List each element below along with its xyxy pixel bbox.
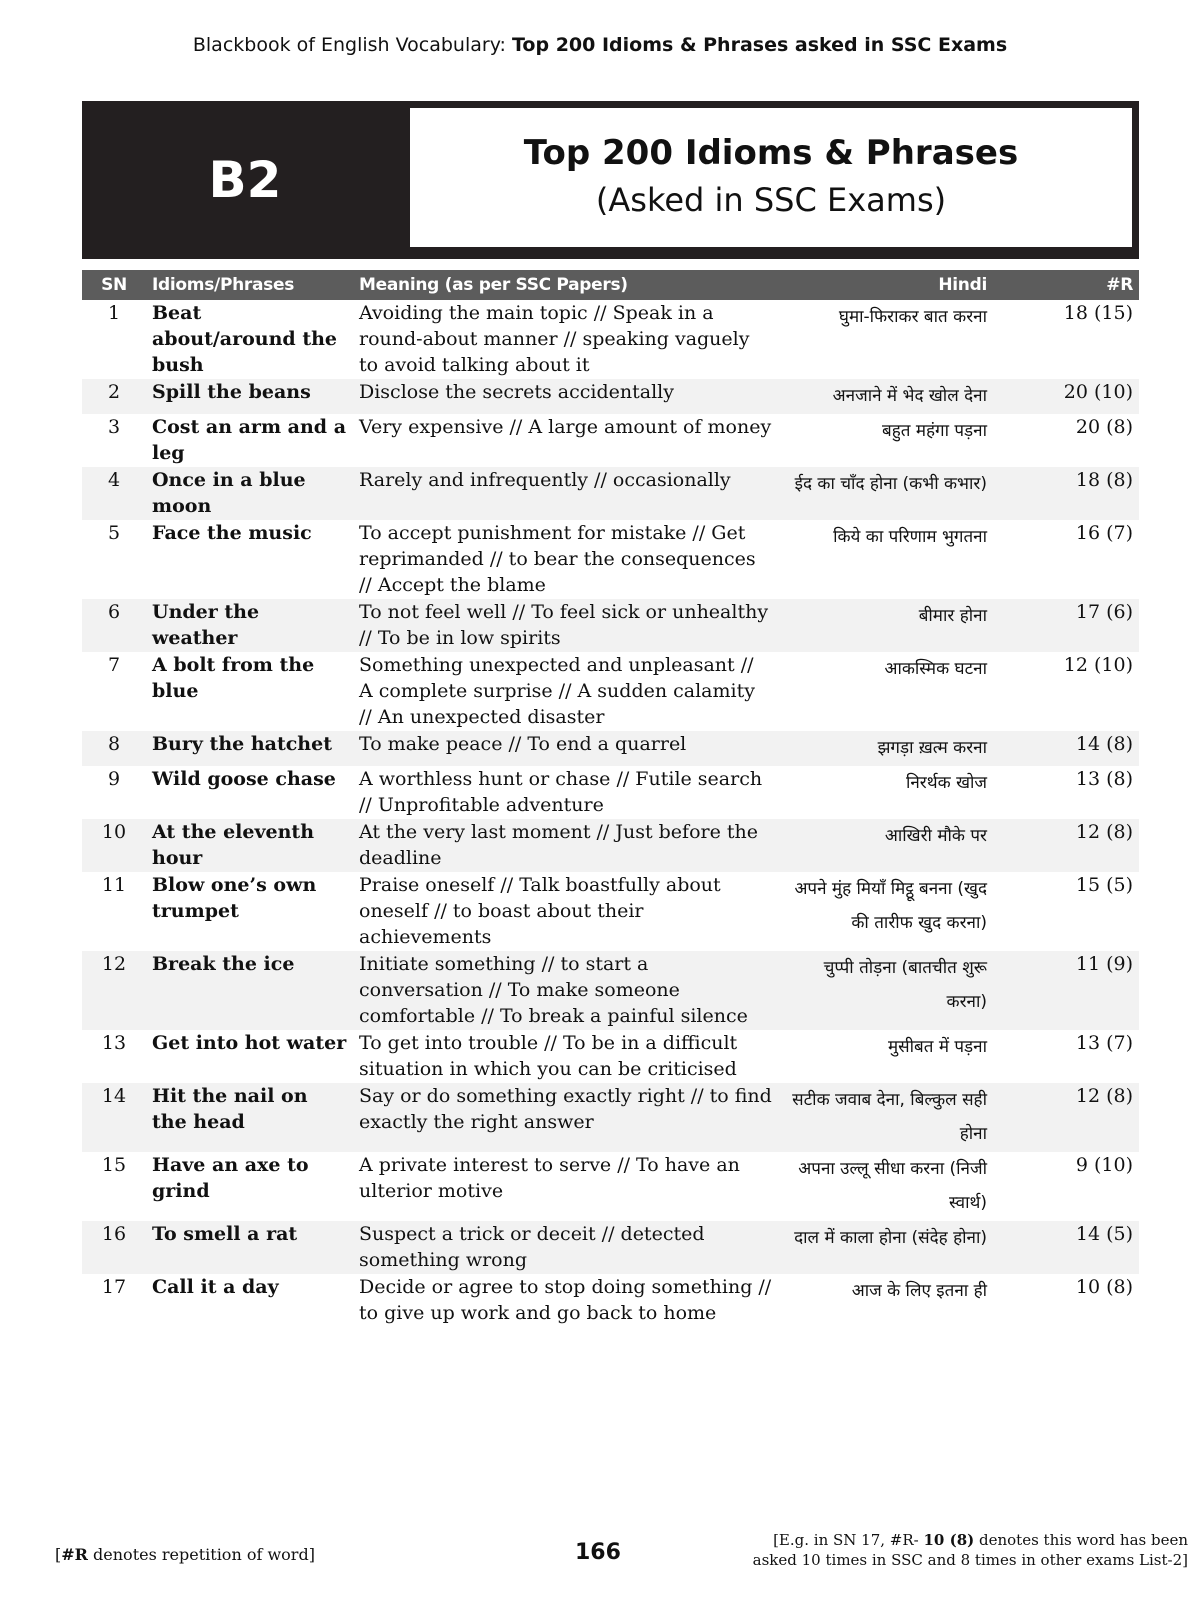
table-row xyxy=(82,1221,1139,1274)
cell-meaning: Something unexpected and unpleasant // A complete surprise // A sudden calamity // An unexpected disaster xyxy=(359,654,755,728)
cell-meaning: To accept punishment for mistake // Get reprimanded // to bear the consequences // Accept the blame xyxy=(359,522,756,596)
cell-hindi: किये का परिणाम भुगतना xyxy=(833,527,987,547)
cell-repetition: 14 (5) xyxy=(993,1221,1139,1274)
cell-hindi: अनजाने में भेद खोल देना xyxy=(778,379,993,414)
cell-idiom: Beat about/around the bush xyxy=(152,302,337,376)
table-row xyxy=(82,1274,1139,1327)
cell-idiom: Bury the hatchet xyxy=(146,731,353,766)
table-row xyxy=(82,1152,1139,1221)
cell-hindi: झगड़ा ख़त्म करना xyxy=(778,731,993,766)
table-row xyxy=(82,652,1139,731)
cell-idiom: Under the weather xyxy=(146,599,353,652)
cell-idiom: Spill the beans xyxy=(146,379,353,414)
cell-repetition: 18 (15) xyxy=(1063,302,1133,324)
cell-sn: 12 xyxy=(82,951,146,1030)
cell-repetition: 15 (5) xyxy=(1075,874,1133,896)
table-row xyxy=(82,379,1139,414)
cell-sn: 5 xyxy=(107,522,121,544)
cell-idiom: Face the music xyxy=(152,522,312,544)
cell-meaning: To get into trouble // To be in a difficult situation in which you can be criticised xyxy=(359,1032,738,1080)
cell-repetition: 16 (7) xyxy=(1075,522,1133,544)
cell-hindi: अपने मुंह मियाँ मिट्ठू बनना (खुद की तारीफ खुद करना) xyxy=(794,879,987,933)
cell-idiom: Call it a day xyxy=(152,1276,279,1298)
cell-repetition: 12 (10) xyxy=(1063,654,1133,676)
cell-sn: 6 xyxy=(82,599,146,652)
cell-idiom: At the eleventh hour xyxy=(146,819,353,872)
cell-sn: 13 xyxy=(101,1032,127,1054)
cell-meaning: A private interest to serve // To have an ulterior motive xyxy=(359,1154,740,1202)
cell-repetition: 17 (6) xyxy=(993,599,1139,652)
chapter-code: B2 xyxy=(208,151,282,209)
table-row xyxy=(82,731,1139,766)
cell-idiom: Get into hot water xyxy=(152,1032,347,1054)
table-row xyxy=(82,1030,1139,1083)
cell-idiom: Break the ice xyxy=(146,951,353,1030)
cell-idiom: Hit the nail on the head xyxy=(146,1083,353,1152)
table-row xyxy=(82,819,1139,872)
cell-meaning: Avoiding the main topic // Speak in a round-about manner // speaking vaguely to avoid talking about it xyxy=(359,302,750,376)
table-row xyxy=(82,599,1139,652)
cell-repetition: 12 (8) xyxy=(993,819,1139,872)
cell-sn: 4 xyxy=(82,467,146,520)
cell-sn: 17 xyxy=(101,1276,127,1298)
cell-meaning: Disclose the secrets accidentally xyxy=(353,379,778,414)
cell-repetition: 20 (10) xyxy=(993,379,1139,414)
cell-meaning: Initiate something // to start a conversation // To make someone comfortable // To break a painful silence xyxy=(353,951,778,1030)
footer-note-left: [#R denotes repetition of word] xyxy=(55,1545,315,1564)
chapter-subtitle: (Asked in SSC Exams) xyxy=(595,180,947,219)
cell-hindi: अपना उल्लू सीधा करना (निजी स्वार्थ) xyxy=(798,1159,987,1213)
cell-repetition: 20 (8) xyxy=(1075,416,1133,438)
column-header-idiom: Idioms/Phrases xyxy=(146,270,353,300)
cell-idiom: Cost an arm and a leg xyxy=(152,416,346,464)
cell-meaning: To not feel well // To feel sick or unhealthy // To be in low spirits xyxy=(353,599,778,652)
cell-hindi: चुप्पी तोड़ना (बातचीत शुरू करना) xyxy=(778,951,993,1030)
cell-sn: 7 xyxy=(107,654,121,676)
cell-repetition: 13 (7) xyxy=(1075,1032,1133,1054)
cell-idiom: Wild goose chase xyxy=(152,768,336,790)
footer-note-right: [E.g. in SN 17, #R- 10 (8) denotes this word has been asked 10 times in SSC and 8 times in other exams List-2] xyxy=(752,1531,1188,1569)
cell-repetition: 12 (8) xyxy=(993,1083,1139,1152)
cell-hindi: आकस्मिक घटना xyxy=(884,659,987,679)
cell-meaning: Decide or agree to stop doing something // to give up work and go back to home xyxy=(359,1276,772,1324)
cell-hindi: बीमार होना xyxy=(778,599,993,652)
cell-repetition: 10 (8) xyxy=(1075,1276,1133,1298)
chapter-title-box xyxy=(408,106,1134,249)
chapter-banner xyxy=(82,101,1139,259)
cell-meaning: Say or do something exactly right // to find exactly the right answer xyxy=(353,1083,778,1152)
cell-sn: 11 xyxy=(101,874,127,896)
cell-hindi: आज के लिए इतना ही xyxy=(851,1281,987,1301)
cell-meaning: Very expensive // A large amount of money xyxy=(359,416,772,438)
cell-hindi: ईद का चाँद होना (कभी कभार) xyxy=(778,467,993,520)
cell-meaning: A worthless hunt or chase // Futile search // Unprofitable adventure xyxy=(359,768,763,816)
cell-idiom: Have an axe to grind xyxy=(152,1154,309,1202)
table-row xyxy=(82,872,1139,951)
column-header-sn: SN xyxy=(82,270,146,300)
cell-hindi: बहुत महंगा पड़ना xyxy=(882,421,987,441)
cell-repetition: 9 (10) xyxy=(1075,1154,1133,1176)
table-row xyxy=(82,951,1139,1030)
cell-sn: 15 xyxy=(101,1154,127,1176)
cell-sn: 3 xyxy=(107,416,121,438)
cell-meaning: Praise oneself // Talk boastfully about oneself // to boast about their achievements xyxy=(359,874,721,948)
cell-idiom: Blow one’s own trumpet xyxy=(152,874,317,922)
cell-hindi: निरर्थक खोज xyxy=(905,773,987,793)
table-row xyxy=(82,300,1139,379)
cell-meaning: Rarely and infrequently // occasionally xyxy=(353,467,778,520)
cell-sn: 9 xyxy=(107,768,121,790)
cell-sn: 10 xyxy=(82,819,146,872)
book-title: Blackbook of English Vocabulary: xyxy=(192,34,506,56)
cell-idiom: Once in a blue moon xyxy=(146,467,353,520)
page-number: 166 xyxy=(575,1540,621,1565)
cell-hindi: आखिरी मौके पर xyxy=(778,819,993,872)
chapter-title: Top 200 Idioms & Phrases xyxy=(523,133,1019,174)
cell-hindi: मुसीबत में पड़ना xyxy=(887,1037,987,1057)
cell-hindi: घुमा-फिराकर बात करना xyxy=(838,307,987,327)
cell-repetition: 14 (8) xyxy=(993,731,1139,766)
cell-meaning: To make peace // To end a quarrel xyxy=(353,731,778,766)
column-header-repetition: #R xyxy=(993,270,1139,300)
cell-idiom: A bolt from the blue xyxy=(152,654,315,702)
cell-sn: 14 xyxy=(82,1083,146,1152)
table-row xyxy=(82,520,1139,599)
cell-repetition: 11 (9) xyxy=(993,951,1139,1030)
cell-sn: 2 xyxy=(82,379,146,414)
table-header-row xyxy=(82,270,1139,300)
table-row xyxy=(82,766,1139,819)
column-header-hindi: Hindi xyxy=(778,270,993,300)
cell-sn: 1 xyxy=(107,302,121,324)
running-header xyxy=(0,34,1200,56)
cell-repetition: 18 (8) xyxy=(993,467,1139,520)
idioms-table xyxy=(82,270,1139,1327)
cell-idiom: To smell a rat xyxy=(146,1221,353,1274)
table-row xyxy=(82,1083,1139,1152)
cell-sn: 16 xyxy=(82,1221,146,1274)
header-topic: Top 200 Idioms & Phrases asked in SSC Exams xyxy=(512,34,1008,56)
cell-hindi: सटीक जवाब देना, बिल्कुल सही होना xyxy=(778,1083,993,1152)
table-row xyxy=(82,414,1139,467)
cell-meaning: Suspect a trick or deceit // detected something wrong xyxy=(353,1221,778,1274)
cell-sn: 8 xyxy=(82,731,146,766)
cell-repetition: 13 (8) xyxy=(1075,768,1133,790)
table-row xyxy=(82,467,1139,520)
cell-meaning: At the very last moment // Just before the deadline xyxy=(353,819,778,872)
column-header-meaning: Meaning (as per SSC Papers) xyxy=(353,270,778,300)
cell-hindi: दाल में काला होना (संदेह होना) xyxy=(778,1221,993,1274)
